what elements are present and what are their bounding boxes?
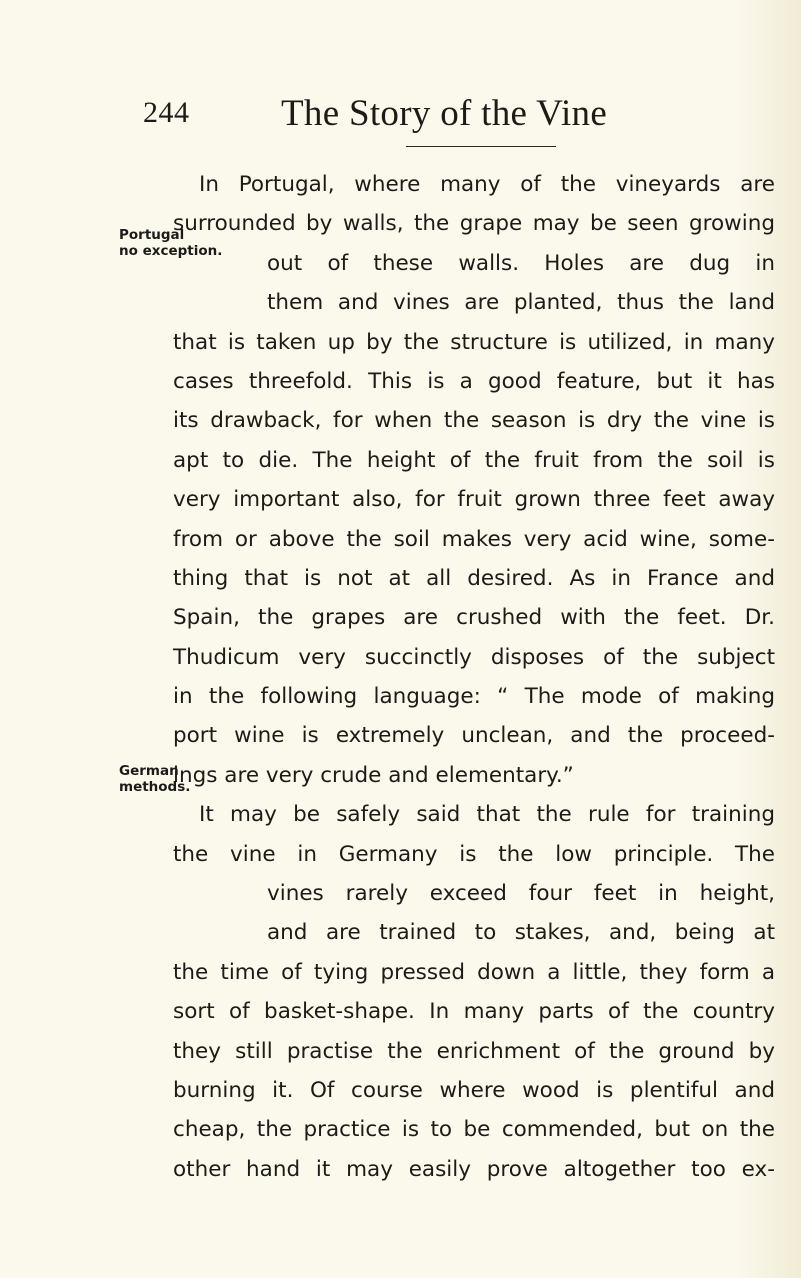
text-line: cases threefold. This is a good feature, but it has [173,368,775,394]
text-line: port wine is extremely unclean, and the proceed- [173,723,775,749]
text-line: ings are very crude and elementary.” [173,762,574,788]
text-line: apt to die. The height of the fruit from the soil is [173,447,775,473]
text-line: very important also, for fruit grown three feet away [173,487,775,513]
text-line: Spain, the grapes are crushed with the feet. Dr. [173,605,775,631]
text-line: in the following language: “ The mode of making [173,684,775,710]
text-line: they still practise the enrichment of the ground by [173,1038,775,1064]
text-line: surrounded by walls, the grape may be seen growing [173,211,775,237]
text-line: vines rarely exceed four feet in height, [267,881,775,907]
text-line: cheap, the practice is to be commended, but on the [173,1117,775,1143]
sidenote-line: Portugal [119,227,185,243]
header-rule [406,146,556,147]
text-line: that is taken up by the structure is utilized, in many [173,329,775,355]
sidenote-line: no exception. [119,243,223,259]
text-line: the vine in Germany is the low principle. The [173,841,775,867]
sidenote-line: German [119,763,179,779]
text-line: and are trained to stakes, and, being at [267,920,775,946]
sidenote-line: methods. [119,779,191,795]
text-line: the time of tying pressed down a little, they form a [173,959,775,985]
text-line: burning it. Of course where wood is plentiful and [173,1077,775,1103]
text-line: thing that is not at all desired. As in France and [173,565,775,591]
text-line: other hand it may easily prove altogether too ex- [173,1156,775,1182]
body-text [173,165,775,1189]
text-line: out of these walls. Holes are dug in [267,250,775,276]
text-line: them and vines are planted, thus the land [267,290,775,316]
text-line: In Portugal, where many of the vineyards are [199,172,775,197]
text-line: It may be safely said that the rule for training [199,802,775,828]
book-title: The Story of the Vine [281,93,608,134]
page-number: 244 [143,96,190,129]
text-line: sort of basket-shape. In many parts of the country [173,999,775,1025]
text-line: from or above the soil makes very acid wine, some- [173,526,775,552]
text-line: its drawback, for when the season is dry the vine is [173,408,775,434]
text-line: Thudicum very succinctly disposes of the subject [173,644,775,670]
running-head [0,92,801,132]
